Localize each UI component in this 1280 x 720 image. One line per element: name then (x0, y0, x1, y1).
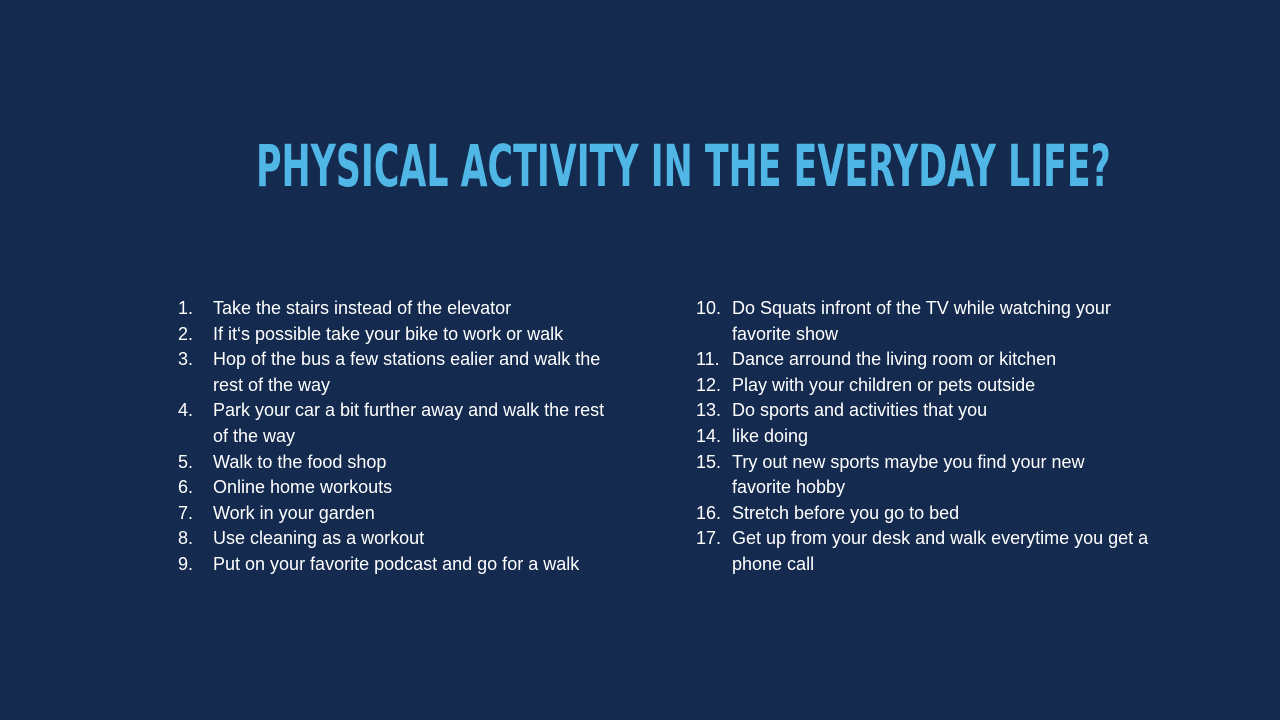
list-item (696, 373, 1142, 399)
list-item-number: 10. (696, 298, 722, 318)
list-item-number: 9. (178, 553, 194, 574)
list-item-number: 5. (178, 451, 194, 472)
activity-list-right (696, 296, 1156, 578)
list-item-text: Stretch before you go to bed (732, 502, 960, 523)
list-item (178, 526, 623, 552)
list-item-text: Use cleaning as a workout (213, 528, 425, 549)
list-item-number: 3. (178, 349, 194, 370)
list-item-text: Get up from your desk and walk everytime you get a phone call (732, 528, 1149, 574)
list-item-number: 8. (178, 528, 194, 549)
activity-list-left (178, 296, 638, 578)
list-item (696, 526, 1152, 577)
list-item (696, 296, 1132, 347)
list-item (696, 424, 1142, 450)
list-item (178, 347, 623, 398)
list-item (696, 501, 1142, 527)
list-item-number: 14. (696, 425, 722, 446)
list-item-text: Hop of the bus a few stations ealier and walk the rest of the way (213, 349, 601, 395)
list-item-number: 4. (178, 400, 194, 421)
list-item-text: Online home workouts (213, 477, 393, 498)
list-item (696, 398, 1142, 424)
list-item-text: like doing (732, 425, 809, 446)
list-item (178, 501, 623, 527)
list-item-number: 7. (178, 502, 194, 523)
list-item-text: Dance arround the living room or kitchen (732, 349, 1057, 370)
list-item-number: 2. (178, 323, 194, 344)
list-item-number: 6. (178, 477, 194, 498)
list-item-text: Work in your garden (213, 502, 375, 523)
list-item-text: Take the stairs instead of the elevator (213, 298, 512, 318)
list-item-number: 15. (696, 451, 722, 472)
list-item (178, 398, 623, 449)
list-item-text: Play with your children or pets outside (732, 374, 1036, 395)
list-item-text: Try out new sports maybe you find your new favorite hobby (732, 451, 1085, 498)
list-item-text: Park your car a bit further away and walk the rest of the way (213, 400, 605, 446)
list-item-text: Put on your favorite podcast and go for a walk (213, 553, 580, 574)
list-item-number: 13. (696, 400, 722, 421)
list-item-number: 1. (178, 298, 194, 318)
list-item-text: If it‘s possible take your bike to work or walk (213, 323, 564, 344)
list-item (178, 322, 623, 348)
list-item (178, 475, 623, 501)
list-item-number: 11. (696, 349, 720, 370)
list-item (696, 347, 1142, 373)
slide-title: PHYSICAL ACTIVITY IN THE EVERYDAY LIFE? (256, 132, 1111, 200)
list-item-text: Do sports and activities that you (732, 400, 988, 421)
list-item (696, 450, 1132, 501)
list-item-number: 12. (696, 374, 722, 395)
list-item-text: Do Squats infront of the TV while watching your favorite show (732, 298, 1111, 344)
list-item (178, 552, 633, 578)
list-item-number: 16. (696, 502, 722, 523)
list-item-number: 17. (696, 528, 722, 549)
list-item-text: Walk to the food shop (213, 451, 387, 472)
list-item (178, 296, 623, 322)
list-item (178, 450, 623, 476)
